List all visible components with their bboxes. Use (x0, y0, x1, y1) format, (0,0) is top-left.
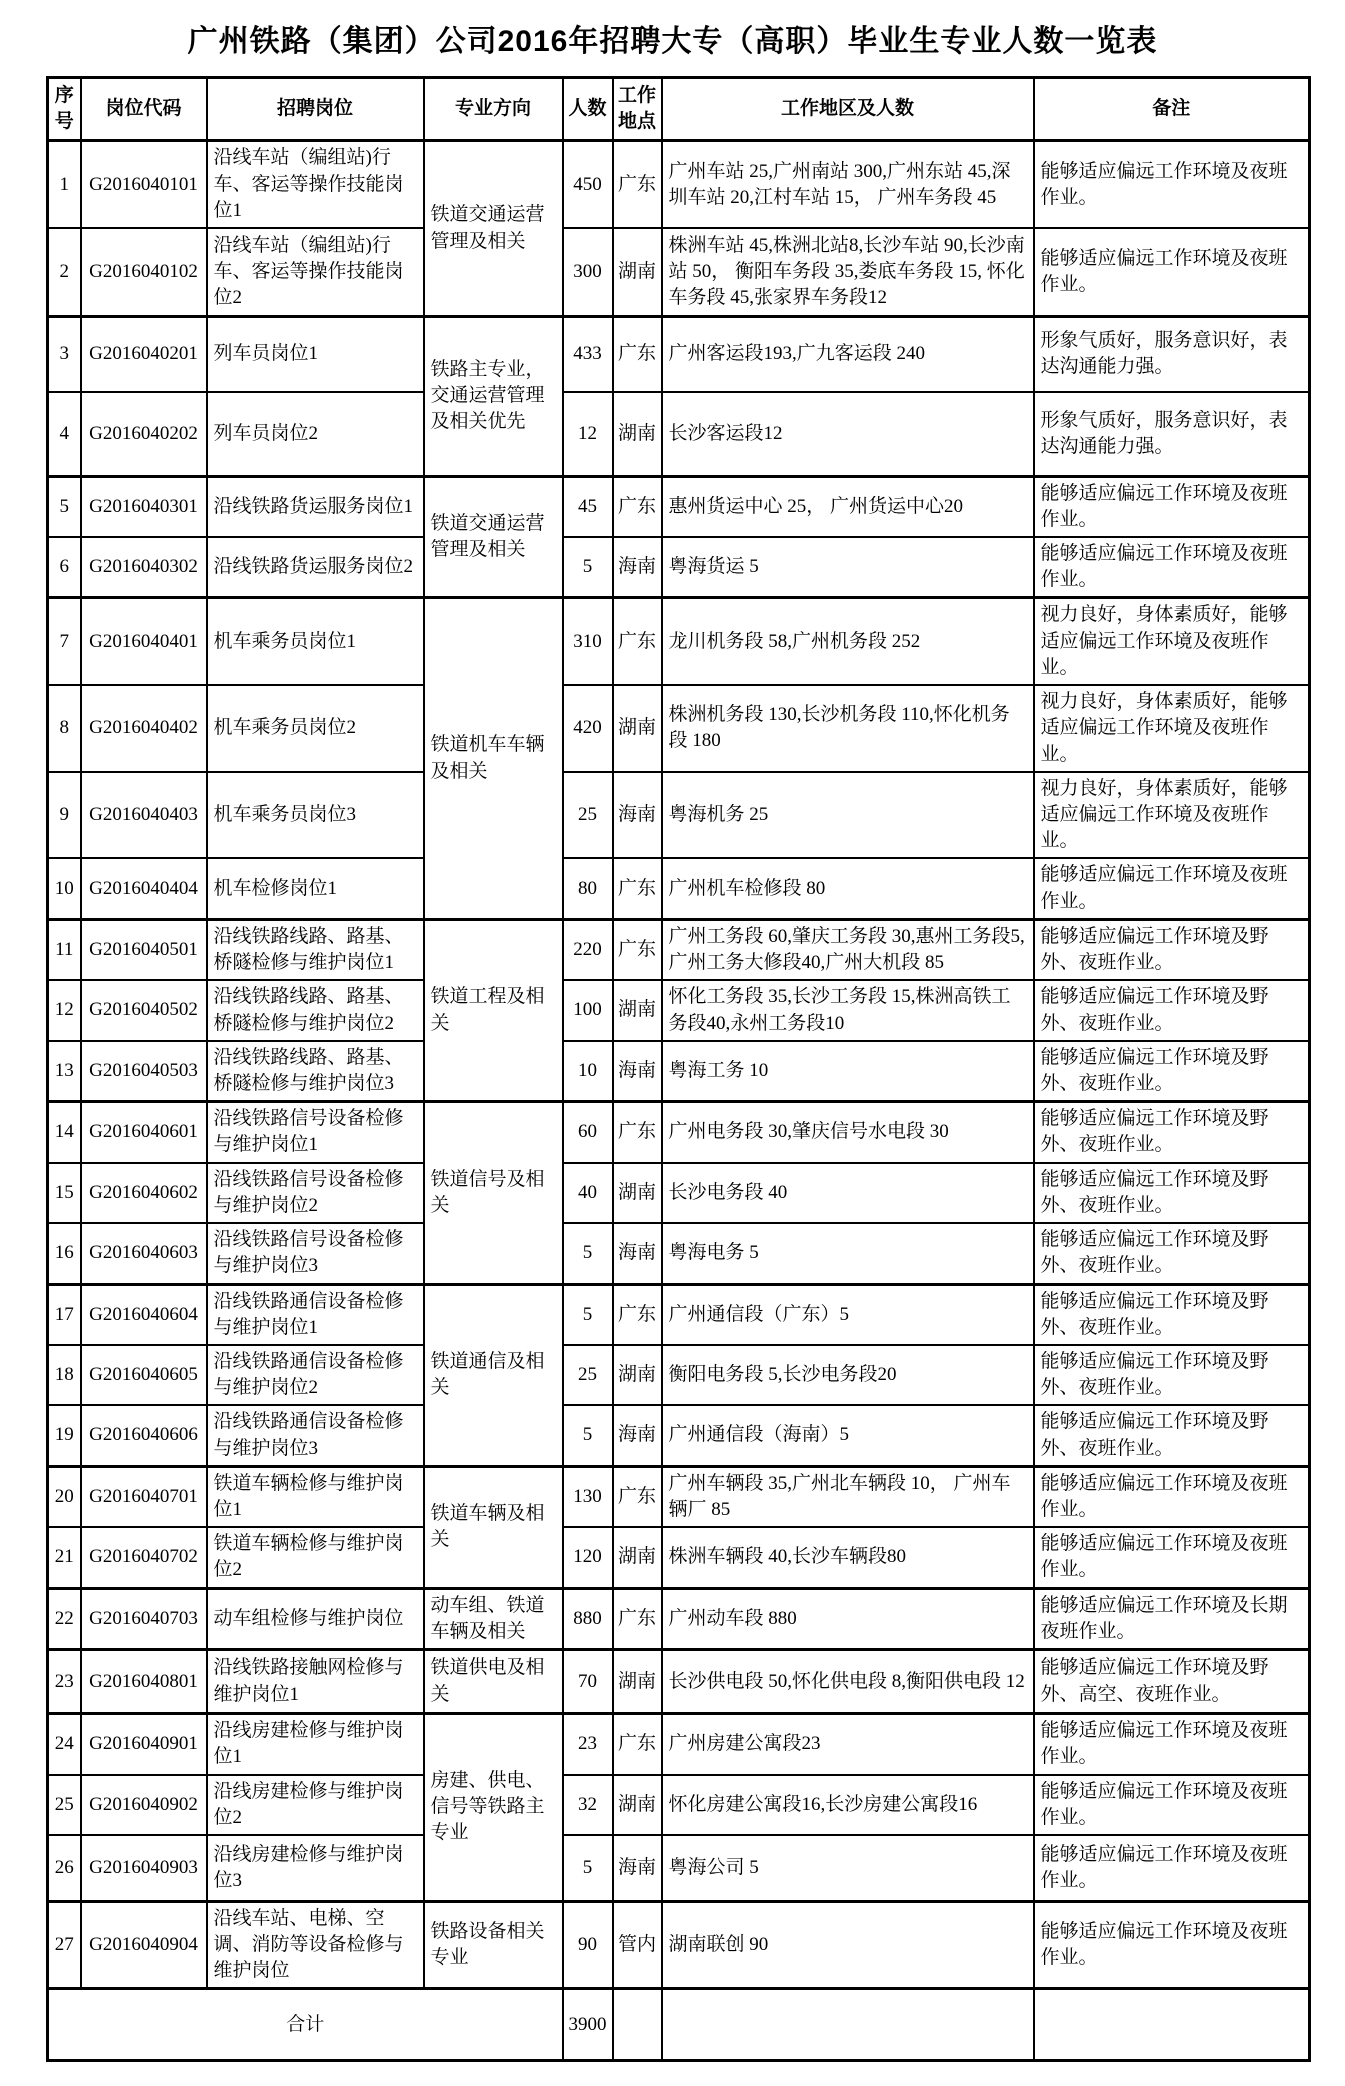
cell-code: G2016040605 (81, 1345, 207, 1405)
cell-position: 沿线铁路信号设备检修与维护岗位3 (207, 1223, 424, 1284)
cell-position: 沿线铁路通信设备检修与维护岗位2 (207, 1345, 424, 1405)
cell-remark: 能够适应偏远工作环境及野外、夜班作业。 (1034, 1405, 1310, 1466)
table-header (48, 78, 1310, 141)
table-row (48, 1835, 1310, 1901)
total-label: 合计 (48, 1989, 563, 2061)
table-row (48, 1163, 1310, 1223)
cell-count: 32 (563, 1775, 613, 1835)
cell-code: G2016040904 (81, 1901, 207, 1989)
cell-code: G2016040903 (81, 1835, 207, 1901)
cell-code: G2016040601 (81, 1102, 207, 1163)
cell-area: 广州动车段 880 (662, 1588, 1034, 1649)
cell-count: 5 (563, 1223, 613, 1284)
cell-position: 沿线车站（编组站)行车、客运等操作技能岗位1 (207, 141, 424, 228)
cell-seq: 1 (48, 141, 81, 228)
cell-count: 5 (563, 1284, 613, 1345)
cell-area: 衡阳电务段 5,长沙电务段20 (662, 1345, 1034, 1405)
table-row (48, 1405, 1310, 1466)
total-count: 3900 (563, 1989, 613, 2061)
table-row (48, 1102, 1310, 1163)
cell-major: 铁道工程及相关 (424, 919, 563, 1101)
cell-remark: 能够适应偏远工作环境及夜班作业。 (1034, 1901, 1310, 1989)
cell-major: 铁路主专业，交通运营管理及相关优先 (424, 316, 563, 476)
cell-remark: 视力良好，身体素质好，能够适应偏远工作环境及夜班作业。 (1034, 772, 1310, 859)
cell-location: 广东 (613, 1588, 662, 1649)
cell-remark: 能够适应偏远工作环境及野外、夜班作业。 (1034, 1102, 1310, 1163)
table-row (48, 1466, 1310, 1527)
table-row (48, 1223, 1310, 1284)
cell-location: 湖南 (613, 1650, 662, 1714)
cell-location: 湖南 (613, 1775, 662, 1835)
cell-location: 广东 (613, 919, 662, 980)
cell-remark: 能够适应偏远工作环境及夜班作业。 (1034, 1466, 1310, 1527)
page-title: 广州铁路（集团）公司2016年招聘大专（高职）毕业生专业人数一览表 (187, 25, 1158, 58)
cell-location: 广东 (613, 1102, 662, 1163)
cell-count: 433 (563, 316, 613, 392)
cell-count: 5 (563, 1835, 613, 1901)
cell-seq: 13 (48, 1041, 81, 1102)
cell-count: 90 (563, 1901, 613, 1989)
cell-area: 广州车站 25,广州南站 300,广州东站 45,深圳车站 20,江村车站 15， 广州车务段 45 (662, 141, 1034, 228)
cell-position: 铁道车辆检修与维护岗位2 (207, 1527, 424, 1588)
table-body (48, 141, 1310, 2061)
cell-count: 450 (563, 141, 613, 228)
cell-count: 45 (563, 476, 613, 537)
column-header-5: 工作地点 (613, 78, 662, 141)
cell-area: 广州房建公寓段23 (662, 1714, 1034, 1775)
cell-location: 海南 (613, 1223, 662, 1284)
cell-area: 粤海工务 10 (662, 1041, 1034, 1102)
cell-seq: 24 (48, 1714, 81, 1775)
cell-location: 湖南 (613, 980, 662, 1040)
cell-count: 300 (563, 228, 613, 316)
table-row (48, 1775, 1310, 1835)
cell-seq: 9 (48, 772, 81, 859)
cell-count: 100 (563, 980, 613, 1040)
cell-count: 5 (563, 1405, 613, 1466)
cell-position: 沿线铁路线路、路基、桥隧检修与维护岗位2 (207, 980, 424, 1040)
cell-seq: 6 (48, 537, 81, 598)
cell-seq: 17 (48, 1284, 81, 1345)
cell-seq: 15 (48, 1163, 81, 1223)
cell-area: 怀化工务段 35,长沙工务段 15,株洲高铁工务段40,永州工务段10 (662, 980, 1034, 1040)
recruitment-table (46, 76, 1311, 2062)
cell-remark: 能够适应偏远工作环境及长期夜班作业。 (1034, 1588, 1310, 1649)
cell-remark: 能够适应偏远工作环境及夜班作业。 (1034, 1527, 1310, 1588)
cell-seq: 21 (48, 1527, 81, 1588)
cell-location: 广东 (613, 141, 662, 228)
cell-remark: 能够适应偏远工作环境及野外、夜班作业。 (1034, 1163, 1310, 1223)
cell-area: 龙川机务段 58,广州机务段 252 (662, 598, 1034, 685)
cell-position: 沿线铁路货运服务岗位2 (207, 537, 424, 598)
cell-code: G2016040603 (81, 1223, 207, 1284)
cell-area: 株洲机务段 130,长沙机务段 110,怀化机务段 180 (662, 685, 1034, 772)
cell-code: G2016040801 (81, 1650, 207, 1714)
cell-location: 海南 (613, 1405, 662, 1466)
cell-area: 广州车辆段 35,广州北车辆段 10， 广州车辆厂 85 (662, 1466, 1034, 1527)
cell-seq: 11 (48, 919, 81, 980)
cell-seq: 8 (48, 685, 81, 772)
cell-location: 海南 (613, 1041, 662, 1102)
cell-count: 40 (563, 1163, 613, 1223)
cell-area: 长沙电务段 40 (662, 1163, 1034, 1223)
cell-code: G2016040606 (81, 1405, 207, 1466)
cell-area: 粤海货运 5 (662, 537, 1034, 598)
cell-code: G2016040702 (81, 1527, 207, 1588)
cell-location: 海南 (613, 537, 662, 598)
cell-remark: 能够适应偏远工作环境及野外、高空、夜班作业。 (1034, 1650, 1310, 1714)
table-row (48, 1527, 1310, 1588)
cell-major: 铁道机车车辆及相关 (424, 598, 563, 919)
cell-position: 沿线铁路接触网检修与维护岗位1 (207, 1650, 424, 1714)
cell-code: G2016040901 (81, 1714, 207, 1775)
cell-major: 动车组、铁道车辆及相关 (424, 1588, 563, 1649)
cell-position: 机车乘务员岗位2 (207, 685, 424, 772)
cell-count: 80 (563, 858, 613, 919)
cell-major: 房建、供电、信号等铁路主专业 (424, 1714, 563, 1901)
cell-remark: 能够适应偏远工作环境及野外、夜班作业。 (1034, 1041, 1310, 1102)
table-row (48, 1901, 1310, 1989)
cell-area: 广州机车检修段 80 (662, 858, 1034, 919)
cell-seq: 5 (48, 476, 81, 537)
cell-area: 粤海公司 5 (662, 1835, 1034, 1901)
cell-remark: 视力良好，身体素质好，能够适应偏远工作环境及夜班作业。 (1034, 685, 1310, 772)
cell-remark: 能够适应偏远工作环境及夜班作业。 (1034, 1835, 1310, 1901)
cell-code: G2016040701 (81, 1466, 207, 1527)
cell-code: G2016040403 (81, 772, 207, 859)
cell-position: 沿线车站、电梯、空调、消防等设备检修与维护岗位 (207, 1901, 424, 1989)
cell-remark: 能够适应偏远工作环境及野外、夜班作业。 (1034, 919, 1310, 980)
cell-position: 沿线房建检修与维护岗位2 (207, 1775, 424, 1835)
cell-count: 70 (563, 1650, 613, 1714)
table-row (48, 1714, 1310, 1775)
cell-seq: 10 (48, 858, 81, 919)
table-row (48, 316, 1310, 392)
cell-position: 机车乘务员岗位1 (207, 598, 424, 685)
table-row (48, 1650, 1310, 1714)
cell-seq: 25 (48, 1775, 81, 1835)
column-header-6: 工作地区及人数 (662, 78, 1034, 141)
column-header-2: 招聘岗位 (207, 78, 424, 141)
table-row (48, 772, 1310, 859)
cell-count: 220 (563, 919, 613, 980)
cell-location (613, 1989, 662, 2061)
cell-remark: 能够适应偏远工作环境及野外、夜班作业。 (1034, 1284, 1310, 1345)
table-row (48, 1345, 1310, 1405)
cell-count: 25 (563, 772, 613, 859)
column-header-4: 人数 (563, 78, 613, 141)
cell-count: 880 (563, 1588, 613, 1649)
cell-area: 惠州货运中心 25， 广州货运中心20 (662, 476, 1034, 537)
table-row (48, 598, 1310, 685)
cell-major: 铁道交通运营管理及相关 (424, 476, 563, 598)
cell-code: G2016040302 (81, 537, 207, 598)
cell-position: 沿线铁路通信设备检修与维护岗位1 (207, 1284, 424, 1345)
cell-major: 铁道信号及相关 (424, 1102, 563, 1284)
cell-seq: 18 (48, 1345, 81, 1405)
cell-position: 沿线铁路货运服务岗位1 (207, 476, 424, 537)
cell-count: 23 (563, 1714, 613, 1775)
table-row (48, 537, 1310, 598)
table-row (48, 1041, 1310, 1102)
cell-remark: 视力良好，身体素质好，能够适应偏远工作环境及夜班作业。 (1034, 598, 1310, 685)
cell-position: 沿线房建检修与维护岗位3 (207, 1835, 424, 1901)
cell-remark: 能够适应偏远工作环境及野外、夜班作业。 (1034, 1223, 1310, 1284)
table-row (48, 858, 1310, 919)
cell-seq: 27 (48, 1901, 81, 1989)
cell-remark: 能够适应偏远工作环境及夜班作业。 (1034, 1775, 1310, 1835)
cell-count: 5 (563, 537, 613, 598)
cell-remark (1034, 1989, 1310, 2061)
table-row (48, 228, 1310, 316)
cell-location: 湖南 (613, 1345, 662, 1405)
cell-area: 广州电务段 30,肇庆信号水电段 30 (662, 1102, 1034, 1163)
cell-seq: 12 (48, 980, 81, 1040)
cell-position: 沿线车站（编组站)行车、客运等操作技能岗位2 (207, 228, 424, 316)
cell-area: 广州工务段 60,肇庆工务段 30,惠州工务段5,广州工务大修段40,广州大机段 85 (662, 919, 1034, 980)
cell-seq: 16 (48, 1223, 81, 1284)
total-row (48, 1989, 1310, 2061)
cell-remark: 能够适应偏远工作环境及夜班作业。 (1034, 858, 1310, 919)
cell-seq: 7 (48, 598, 81, 685)
cell-area: 广州通信段（海南）5 (662, 1405, 1034, 1466)
cell-position: 沿线铁路信号设备检修与维护岗位1 (207, 1102, 424, 1163)
cell-location: 广东 (613, 316, 662, 392)
cell-position: 列车员岗位2 (207, 392, 424, 476)
cell-position: 沿线铁路线路、路基、桥隧检修与维护岗位1 (207, 919, 424, 980)
cell-seq: 2 (48, 228, 81, 316)
cell-position: 铁道车辆检修与维护岗位1 (207, 1466, 424, 1527)
cell-area: 粤海机务 25 (662, 772, 1034, 859)
cell-location: 海南 (613, 1835, 662, 1901)
cell-code: G2016040602 (81, 1163, 207, 1223)
cell-location: 湖南 (613, 685, 662, 772)
cell-location: 湖南 (613, 392, 662, 476)
cell-area: 湖南联创 90 (662, 1901, 1034, 1989)
cell-location: 广东 (613, 1714, 662, 1775)
cell-code: G2016040503 (81, 1041, 207, 1102)
column-header-3: 专业方向 (424, 78, 563, 141)
cell-count: 420 (563, 685, 613, 772)
cell-area: 广州通信段（广东）5 (662, 1284, 1034, 1345)
cell-location: 广东 (613, 476, 662, 537)
cell-seq: 22 (48, 1588, 81, 1649)
column-header-0: 序号 (48, 78, 81, 141)
cell-count: 10 (563, 1041, 613, 1102)
cell-position: 沿线房建检修与维护岗位1 (207, 1714, 424, 1775)
cell-seq: 14 (48, 1102, 81, 1163)
cell-area: 株洲车辆段 40,长沙车辆段80 (662, 1527, 1034, 1588)
cell-major: 铁道车辆及相关 (424, 1466, 563, 1588)
cell-location: 海南 (613, 772, 662, 859)
table-row (48, 919, 1310, 980)
table-row (48, 1284, 1310, 1345)
column-header-7: 备注 (1034, 78, 1310, 141)
cell-count: 60 (563, 1102, 613, 1163)
cell-count: 120 (563, 1527, 613, 1588)
cell-seq: 20 (48, 1466, 81, 1527)
cell-location: 广东 (613, 1284, 662, 1345)
cell-code: G2016040101 (81, 141, 207, 228)
table-row (48, 980, 1310, 1040)
cell-code: G2016040102 (81, 228, 207, 316)
header-row (48, 78, 1310, 141)
cell-code: G2016040201 (81, 316, 207, 392)
table-row (48, 141, 1310, 228)
cell-position: 动车组检修与维护岗位 (207, 1588, 424, 1649)
cell-area: 长沙客运段12 (662, 392, 1034, 476)
cell-major: 铁道通信及相关 (424, 1284, 563, 1466)
cell-remark: 能够适应偏远工作环境及夜班作业。 (1034, 476, 1310, 537)
cell-area: 株洲车站 45,株洲北站8,长沙车站 90,长沙南站 50， 衡阳车务段 35,娄底车务段 15, 怀化车务段 45,张家界车务段12 (662, 228, 1034, 316)
cell-code: G2016040402 (81, 685, 207, 772)
cell-code: G2016040301 (81, 476, 207, 537)
cell-count: 12 (563, 392, 613, 476)
table-row (48, 1588, 1310, 1649)
cell-location: 广东 (613, 1466, 662, 1527)
cell-remark: 能够适应偏远工作环境及野外、夜班作业。 (1034, 1345, 1310, 1405)
cell-code: G2016040404 (81, 858, 207, 919)
cell-remark: 能够适应偏远工作环境及夜班作业。 (1034, 141, 1310, 228)
cell-area: 怀化房建公寓段16,长沙房建公寓段16 (662, 1775, 1034, 1835)
cell-major: 铁道供电及相关 (424, 1650, 563, 1714)
cell-seq: 19 (48, 1405, 81, 1466)
table-row (48, 392, 1310, 476)
cell-position: 机车乘务员岗位3 (207, 772, 424, 859)
cell-location: 湖南 (613, 1163, 662, 1223)
cell-location: 湖南 (613, 1527, 662, 1588)
cell-count: 25 (563, 1345, 613, 1405)
column-header-1: 岗位代码 (81, 78, 207, 141)
cell-remark: 能够适应偏远工作环境及夜班作业。 (1034, 1714, 1310, 1775)
cell-area (662, 1989, 1034, 2061)
cell-code: G2016040502 (81, 980, 207, 1040)
cell-count: 310 (563, 598, 613, 685)
cell-remark: 形象气质好，服务意识好，表达沟通能力强。 (1034, 316, 1310, 392)
cell-location: 湖南 (613, 228, 662, 316)
cell-remark: 形象气质好，服务意识好，表达沟通能力强。 (1034, 392, 1310, 476)
cell-location: 广东 (613, 598, 662, 685)
cell-remark: 能够适应偏远工作环境及夜班作业。 (1034, 537, 1310, 598)
cell-position: 机车检修岗位1 (207, 858, 424, 919)
cell-remark: 能够适应偏远工作环境及夜班作业。 (1034, 228, 1310, 316)
cell-code: G2016040401 (81, 598, 207, 685)
cell-remark: 能够适应偏远工作环境及野外、夜班作业。 (1034, 980, 1310, 1040)
cell-seq: 3 (48, 316, 81, 392)
cell-code: G2016040902 (81, 1775, 207, 1835)
table-row (48, 476, 1310, 537)
cell-code: G2016040703 (81, 1588, 207, 1649)
cell-area: 长沙供电段 50,怀化供电段 8,衡阳供电段 12 (662, 1650, 1034, 1714)
cell-seq: 26 (48, 1835, 81, 1901)
cell-code: G2016040501 (81, 919, 207, 980)
table-row (48, 685, 1310, 772)
cell-location: 管内 (613, 1901, 662, 1989)
cell-seq: 4 (48, 392, 81, 476)
cell-area: 广州客运段193,广九客运段 240 (662, 316, 1034, 392)
cell-seq: 23 (48, 1650, 81, 1714)
cell-position: 沿线铁路通信设备检修与维护岗位3 (207, 1405, 424, 1466)
cell-code: G2016040202 (81, 392, 207, 476)
cell-position: 沿线铁路线路、路基、桥隧检修与维护岗位3 (207, 1041, 424, 1102)
cell-major: 铁路设备相关专业 (424, 1901, 563, 1989)
cell-area: 粤海电务 5 (662, 1223, 1034, 1284)
cell-count: 130 (563, 1466, 613, 1527)
cell-major: 铁道交通运营管理及相关 (424, 141, 563, 316)
cell-location: 广东 (613, 858, 662, 919)
cell-code: G2016040604 (81, 1284, 207, 1345)
cell-position: 沿线铁路信号设备检修与维护岗位2 (207, 1163, 424, 1223)
cell-position: 列车员岗位1 (207, 316, 424, 392)
